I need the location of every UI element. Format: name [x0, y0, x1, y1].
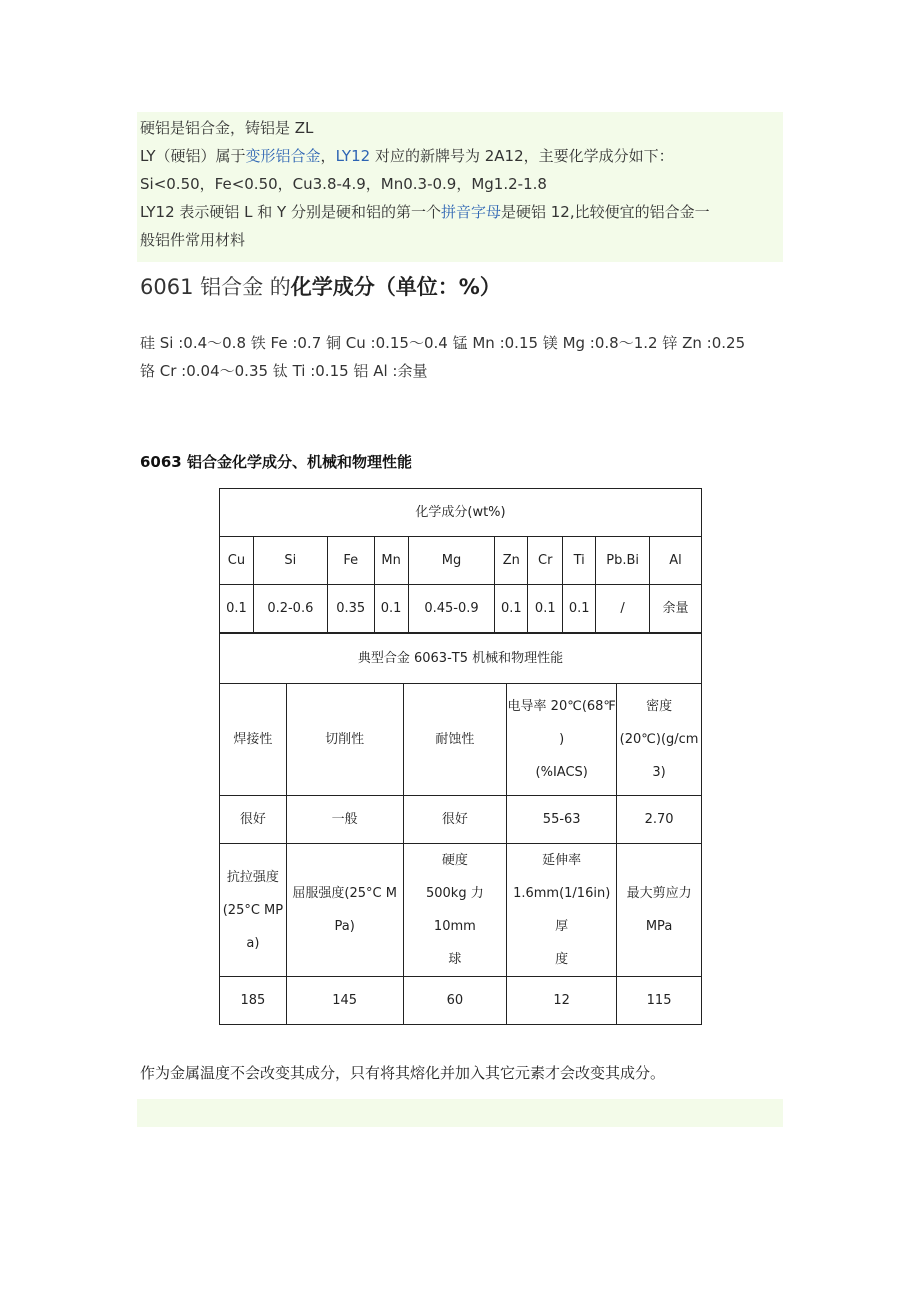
chem-value-cell: 0.35	[327, 585, 374, 633]
mech-header-cell	[617, 684, 702, 796]
mech-header-line: (20℃)(g/cm	[619, 732, 699, 747]
mech-header-line: )	[559, 732, 565, 747]
mech-header-line: 3)	[652, 765, 666, 780]
chem-value-cell: 0.1	[563, 585, 596, 633]
chem-header-cell: Pb.Bi	[596, 537, 650, 585]
mech-header-line: 切削性	[325, 732, 365, 747]
mech-header-line: MPa	[645, 919, 673, 934]
intro-line-4-tail: 是硬铝 12,比较便宜的铝合金一	[501, 203, 710, 221]
mech-header-cell	[286, 684, 403, 796]
composition-6061-line-2: 铬 Cr :0.04～0.35 钛 Ti :0.15 铝 Al :余量	[140, 362, 428, 380]
mech-header-cell	[403, 684, 507, 796]
mech-header-cell	[507, 844, 617, 977]
mech-header-line: 硬度	[441, 853, 468, 868]
chem-value-cell: 0.1	[528, 585, 563, 633]
intro-line-2-text: LY（硬铝）属于	[140, 147, 246, 165]
mech-value-cell: 55-63	[507, 796, 617, 844]
mech-value-cell: 很好	[220, 796, 287, 844]
footer-note: 作为金属温度不会改变其成分，只有将其熔化并加入其它元素才会改变其成分。	[140, 1064, 666, 1082]
mech-header-cell	[403, 844, 507, 977]
chem-value-cell: 0.1	[374, 585, 408, 633]
mech-value-cell: 2.70	[617, 796, 702, 844]
chem-header-cell: Mn	[374, 537, 408, 585]
mech-value-cell: 145	[286, 977, 403, 1025]
intro-line-2-tail: 对应的新牌号为 2A12，主要化学成分如下：	[370, 147, 674, 165]
link-deformed-aluminum-alloy[interactable]: 变形铝合金	[245, 147, 321, 165]
intro-line-2-sep: ，	[320, 147, 336, 165]
chem-header-cell: Cu	[220, 537, 254, 585]
mech-header-cell	[507, 684, 617, 796]
mech-header-line: 500kg 力 10mm	[425, 886, 484, 934]
intro-line-3: Si<0.50，Fe<0.50，Cu3.8-4.9，Mn0.3-0.9，Mg1.2-1.8	[140, 175, 547, 193]
chem-header-cell: Al	[650, 537, 702, 585]
heading-6061	[140, 272, 501, 302]
mech-header-line: 最大剪应力	[626, 886, 692, 901]
mech-header-line: (%IACS)	[535, 765, 588, 780]
chem-value-cell: 0.1	[495, 585, 528, 633]
mech-header-cell	[220, 844, 287, 977]
mech-header-line: 度	[555, 952, 569, 967]
mechanical-properties-table	[219, 683, 702, 1025]
chemical-composition-table	[219, 488, 702, 633]
chem-value-cell: 0.1	[220, 585, 254, 633]
intro-line-4-text: LY12 表示硬铝 L 和 Y 分别是硬和铝的第一个	[140, 203, 441, 221]
mech-header-line: 延伸率	[542, 853, 582, 868]
composition-6061-line-1: 硅 Si :0.4～0.8 铁 Fe :0.7 铜 Cu :0.15～0.4 锰 Mn :0.15 镁 Mg :0.8～1.2 锌 Zn :0.25	[140, 334, 746, 352]
intro-line-1: 硬铝是铝合金，铸铝是 ZL	[140, 119, 314, 137]
mechanical-properties-title-table	[219, 633, 702, 684]
mech-header-cell	[220, 684, 287, 796]
chem-table-title: 化学成分(wt%)	[220, 489, 702, 537]
mech-value-cell: 一般	[286, 796, 403, 844]
chem-header-cell: Si	[253, 537, 327, 585]
heading-6063: 6063 铝合金化学成分、机械和物理性能	[140, 453, 412, 471]
chem-value-cell: 余量	[650, 585, 702, 633]
mech-value-cell: 很好	[403, 796, 507, 844]
intro-line-4	[140, 198, 710, 226]
mech-header-line: 球	[448, 952, 462, 967]
chem-header-cell: Ti	[563, 537, 596, 585]
mech-header-line: 密度	[646, 699, 673, 714]
chem-header-cell: Zn	[495, 537, 528, 585]
chem-value-cell: /	[596, 585, 650, 633]
link-pinyin-letters[interactable]: 拼音字母	[440, 203, 501, 221]
link-ly12[interactable]: LY12	[335, 147, 371, 165]
mech-header-line: (25°C MP	[222, 902, 284, 918]
mech-table-title: 典型合金 6063-T5 机械和物理性能	[220, 634, 702, 684]
mech-header-line: Pa)	[334, 919, 355, 934]
mech-header-line: 抗拉强度	[226, 869, 279, 885]
bottom-box	[137, 1099, 783, 1127]
mech-header-line: 焊接性	[233, 732, 273, 747]
chem-header-cell: Mg	[408, 537, 495, 585]
mech-value-cell: 60	[403, 977, 507, 1025]
chem-header-cell: Cr	[528, 537, 563, 585]
heading-6061-plain: 6061 铝合金 的	[140, 275, 291, 299]
mech-header-cell	[617, 844, 702, 977]
intro-line-2	[140, 142, 674, 170]
mech-header-line: 屈服强度(25°C M	[292, 886, 397, 901]
mech-value-cell: 115	[617, 977, 702, 1025]
mech-header-cell	[286, 844, 403, 977]
mech-value-cell: 185	[220, 977, 287, 1025]
intro-line-5: 般铝件常用材料	[140, 231, 246, 249]
mech-header-line: 耐蚀性	[435, 732, 475, 747]
mech-header-line: 电导率 20℃(68℉	[507, 699, 616, 714]
mech-value-cell: 12	[507, 977, 617, 1025]
heading-6061-bold: 化学成分（单位：%）	[290, 275, 501, 299]
chem-value-cell: 0.45-0.9	[408, 585, 495, 633]
chem-value-cell: 0.2-0.6	[253, 585, 327, 633]
mech-header-line: 1.6mm(1/16in)厚	[513, 886, 611, 934]
mech-header-line: a)	[246, 935, 260, 951]
chem-header-cell: Fe	[327, 537, 374, 585]
